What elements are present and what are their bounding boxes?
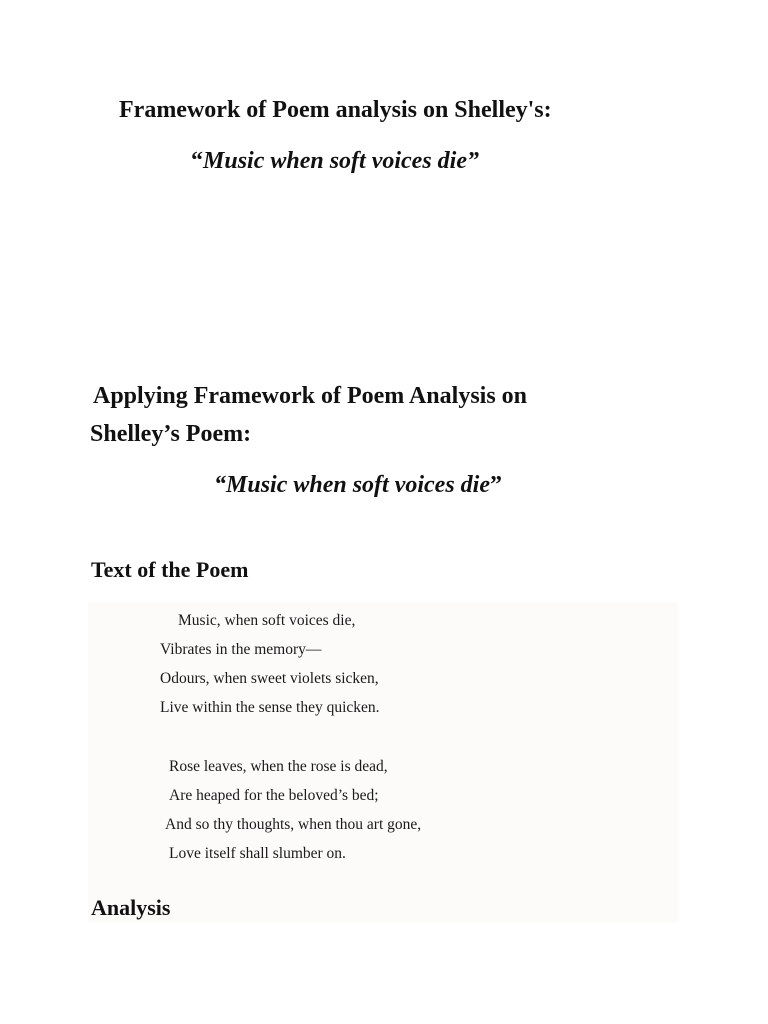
analysis-heading: Analysis: [91, 895, 171, 920]
close-quote: ”: [490, 472, 502, 498]
document-title: Framework of Poem analysis on Shelley's:: [119, 97, 552, 123]
section-poem-quote: [214, 471, 502, 499]
section-heading-line1: Applying Framework of Poem Analysis on: [93, 383, 528, 409]
open-quote: “: [214, 472, 226, 498]
poem-line: Rose leaves, when the rose is dead,: [169, 758, 388, 775]
poem-line: Love itself shall slumber on.: [169, 845, 346, 862]
title-poem-quote: [191, 147, 479, 175]
poem-title: Music when soft voices die: [226, 472, 490, 498]
poem-line: Are heaped for the beloved’s bed;: [169, 787, 379, 804]
text-of-poem-heading: Text of the Poem: [91, 557, 249, 582]
open-quote: “: [191, 148, 203, 174]
poem-line: Odours, when sweet violets sicken,: [160, 670, 379, 687]
poem-line: Vibrates in the memory—: [160, 641, 322, 658]
poem-title: Music when soft voices die”: [203, 148, 479, 174]
section-heading-line2: Shelley’s Poem:: [90, 421, 252, 447]
poem-line: Live within the sense they quicken.: [160, 699, 380, 716]
poem-line: Music, when soft voices die,: [178, 612, 356, 629]
poem-line: And so thy thoughts, when thou art gone,: [165, 816, 422, 833]
